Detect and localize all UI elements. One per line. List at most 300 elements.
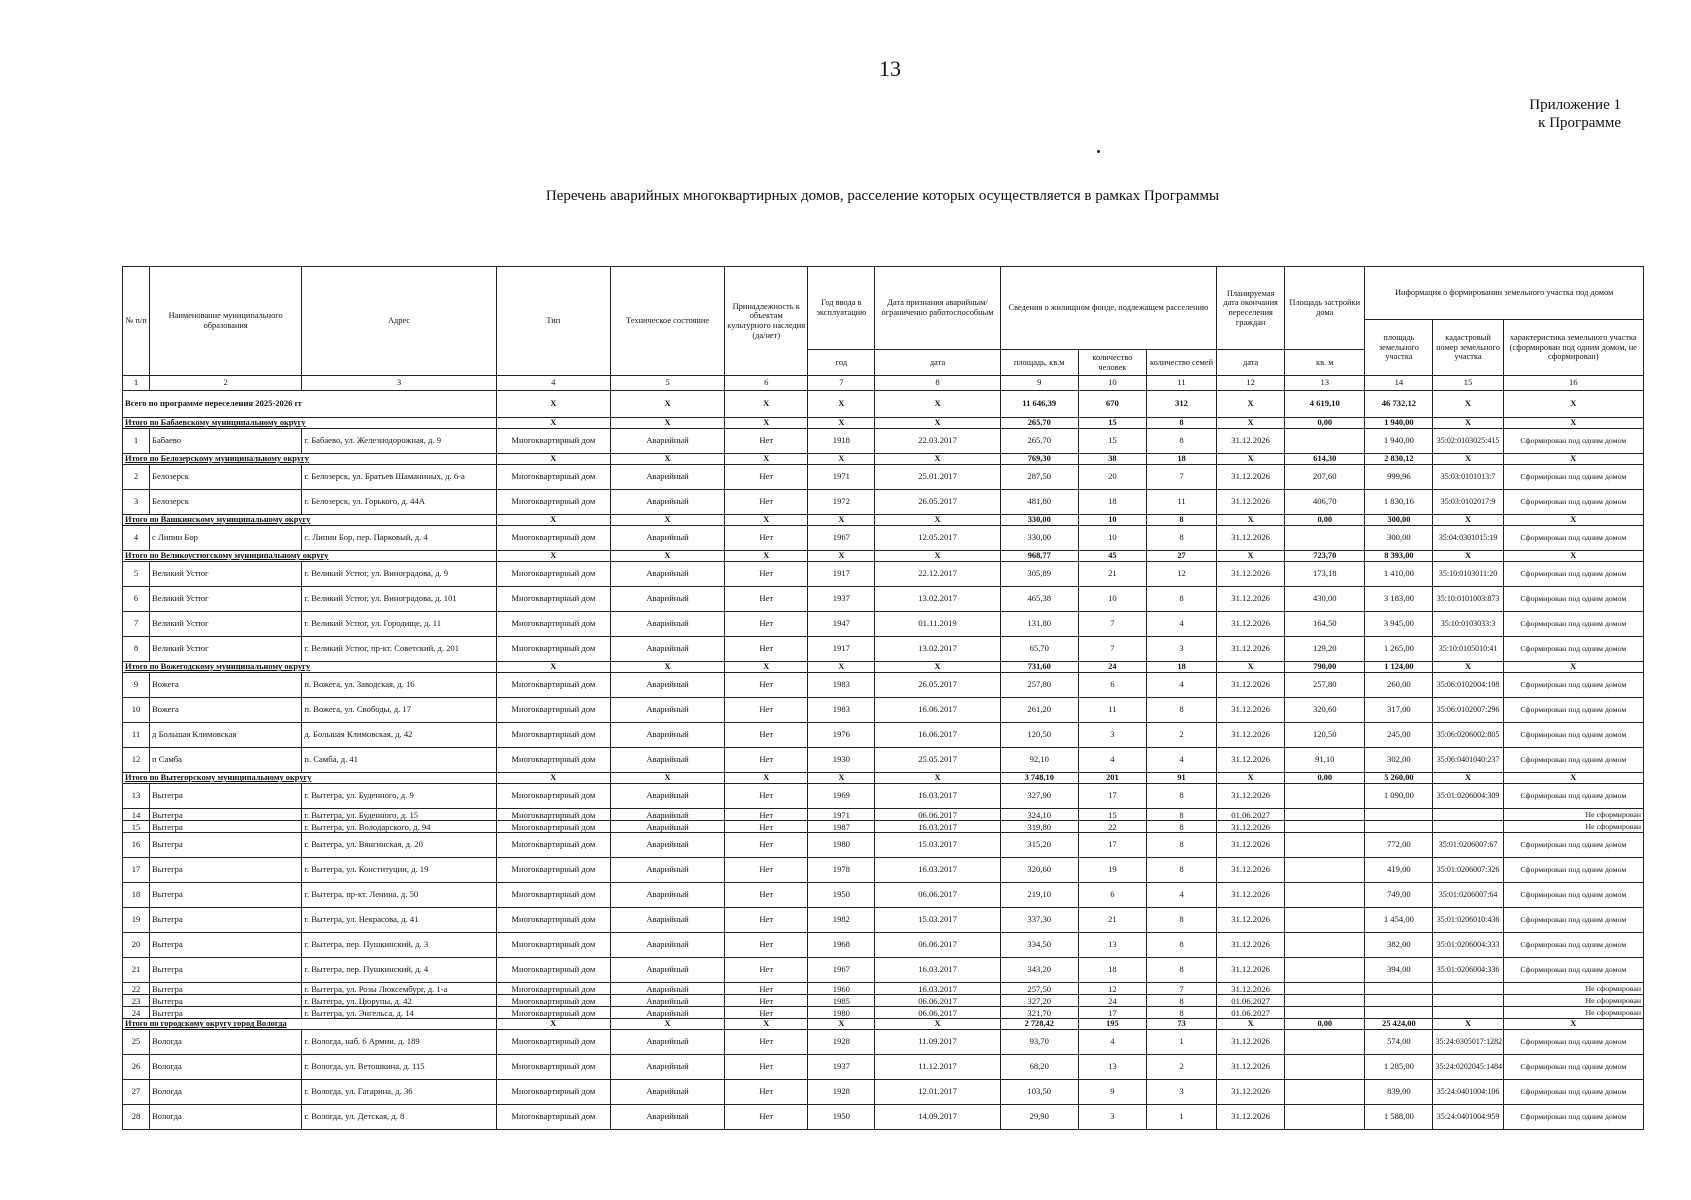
land-area-cell	[1365, 809, 1433, 821]
planned-date-cell: 31.12.2026	[1217, 526, 1285, 551]
municipality-cell: Вытегра	[150, 958, 302, 983]
families-cell: 2	[1146, 723, 1216, 748]
table-row	[123, 1105, 1644, 1130]
subtotal-row	[123, 515, 1644, 526]
column-number-11: 11	[1146, 376, 1216, 391]
total-cell: 15	[1078, 418, 1146, 429]
total-cell: X	[1503, 773, 1643, 784]
condition-cell: Аварийный	[610, 821, 724, 833]
land-characteristic-cell: Сформирован под одним домом	[1503, 858, 1643, 883]
row-number: 14	[123, 809, 150, 821]
families-cell: 2	[1146, 1055, 1216, 1080]
row-number: 6	[123, 587, 150, 612]
type-cell: Многоквартирный дом	[496, 821, 610, 833]
type-cell: Многоквартирный дом	[496, 908, 610, 933]
year-cell: 1930	[808, 748, 875, 773]
year-cell: 1983	[808, 698, 875, 723]
total-cell: X	[725, 418, 808, 429]
total-label: Итого по Вытегорскому муниципальному округу	[123, 773, 497, 784]
address-cell: г. Вологда, ул. Гагарина, д. 36	[302, 1080, 496, 1105]
recognition-date-cell: 16.06.2017	[875, 723, 1000, 748]
total-cell: X	[875, 551, 1000, 562]
table-row	[123, 821, 1644, 833]
area-cell: 131,80	[1000, 612, 1078, 637]
area-cell: 315,20	[1000, 833, 1078, 858]
municipality-cell: Вытегра	[150, 821, 302, 833]
planned-date-cell: 31.12.2026	[1217, 1030, 1285, 1055]
planned-date-cell: 31.12.2026	[1217, 562, 1285, 587]
planned-date-cell: 31.12.2026	[1217, 958, 1285, 983]
total-cell: X	[1217, 515, 1285, 526]
total-cell: 25 424,00	[1365, 1019, 1433, 1030]
address-cell: г. Вытегра, пер. Пушкинский, д. 4	[302, 958, 496, 983]
column-number-8: 8	[875, 376, 1000, 391]
land-characteristic-cell: Сформирован под одним домом	[1503, 429, 1643, 454]
table-row	[123, 833, 1644, 858]
type-cell: Многоквартирный дом	[496, 995, 610, 1007]
address-cell: д. Большая Климовская, д. 42	[302, 723, 496, 748]
total-cell: 27	[1146, 551, 1216, 562]
area-cell: 481,80	[1000, 490, 1078, 515]
condition-cell: Аварийный	[610, 983, 724, 995]
families-cell: 4	[1146, 673, 1216, 698]
column-number-13: 13	[1285, 376, 1365, 391]
condition-cell: Аварийный	[610, 429, 724, 454]
families-cell: 4	[1146, 883, 1216, 908]
address-cell: г. Вытегра, ул. Буденного, д. 9	[302, 784, 496, 809]
heritage-cell: Нет	[725, 833, 808, 858]
people-cell: 24	[1078, 995, 1146, 1007]
type-cell: Многоквартирный дом	[496, 784, 610, 809]
column-number-14: 14	[1365, 376, 1433, 391]
total-cell: X	[725, 773, 808, 784]
condition-cell: Аварийный	[610, 673, 724, 698]
condition-cell: Аварийный	[610, 883, 724, 908]
total-cell: 1 940,00	[1365, 418, 1433, 429]
municipality-cell: Вытегра	[150, 784, 302, 809]
year-cell: 1980	[808, 1007, 875, 1019]
header-type: Тип	[496, 267, 610, 376]
heritage-cell: Нет	[725, 809, 808, 821]
header-heritage: Принадлежность к объектам культурного наследия (да/нет)	[725, 267, 808, 376]
total-cell: 201	[1078, 773, 1146, 784]
unit-people: количество человек	[1078, 350, 1146, 376]
land-area-cell: 3 183,00	[1365, 587, 1433, 612]
land-area-cell: 394,00	[1365, 958, 1433, 983]
building-area-cell	[1285, 784, 1365, 809]
total-cell: 8 393,00	[1365, 551, 1433, 562]
column-number-row	[123, 376, 1644, 391]
total-cell: X	[808, 391, 875, 418]
heritage-cell: Нет	[725, 429, 808, 454]
table-row	[123, 465, 1644, 490]
cadastral-cell: 35:01:0206007:67	[1433, 833, 1503, 858]
area-cell: 120,50	[1000, 723, 1078, 748]
building-area-cell	[1285, 995, 1365, 1007]
land-characteristic-cell: Сформирован под одним домом	[1503, 465, 1643, 490]
families-cell: 7	[1146, 983, 1216, 995]
municipality-cell: Вологда	[150, 1105, 302, 1130]
recognition-date-cell: 06.06.2017	[875, 1007, 1000, 1019]
total-cell: 8	[1146, 418, 1216, 429]
municipality-cell: с Липин Бор	[150, 526, 302, 551]
total-cell: 18	[1146, 454, 1216, 465]
header-land-info: Информация о формировании земельного участка под домом	[1365, 267, 1644, 320]
condition-cell: Аварийный	[610, 1055, 724, 1080]
people-cell: 13	[1078, 933, 1146, 958]
planned-date-cell: 31.12.2026	[1217, 723, 1285, 748]
total-cell: 195	[1078, 1019, 1146, 1030]
cadastral-cell: 35:10:0103033:3	[1433, 612, 1503, 637]
building-area-cell: 173,18	[1285, 562, 1365, 587]
land-area-cell: 574,00	[1365, 1030, 1433, 1055]
heritage-cell: Нет	[725, 465, 808, 490]
address-cell: п. Вожега, ул. Свободы, д. 17	[302, 698, 496, 723]
total-cell: X	[1503, 454, 1643, 465]
cadastral-cell: 35:06:0206002:805	[1433, 723, 1503, 748]
people-cell: 10	[1078, 587, 1146, 612]
heritage-cell: Нет	[725, 748, 808, 773]
total-cell: 24	[1078, 662, 1146, 673]
total-cell: 265,70	[1000, 418, 1078, 429]
people-cell: 6	[1078, 673, 1146, 698]
building-area-cell: 120,50	[1285, 723, 1365, 748]
area-cell: 65,70	[1000, 637, 1078, 662]
land-characteristic-cell: Сформирован под одним домом	[1503, 637, 1643, 662]
row-number: 27	[123, 1080, 150, 1105]
table-row	[123, 637, 1644, 662]
condition-cell: Аварийный	[610, 587, 724, 612]
total-cell: X	[1433, 418, 1503, 429]
header-land-area: площадь земельного участка	[1365, 320, 1433, 376]
heritage-cell: Нет	[725, 587, 808, 612]
total-cell: 45	[1078, 551, 1146, 562]
column-number-16: 16	[1503, 376, 1643, 391]
row-number: 21	[123, 958, 150, 983]
building-area-cell	[1285, 1080, 1365, 1105]
people-cell: 17	[1078, 784, 1146, 809]
condition-cell: Аварийный	[610, 933, 724, 958]
total-cell: X	[610, 1019, 724, 1030]
recognition-date-cell: 06.06.2017	[875, 995, 1000, 1007]
year-cell: 1982	[808, 908, 875, 933]
families-cell: 8	[1146, 821, 1216, 833]
table-row	[123, 933, 1644, 958]
municipality-cell: Вытегра	[150, 858, 302, 883]
header-land-characteristic: характеристика земельного участка (сформирован под одним домом, не сформирован)	[1503, 320, 1643, 376]
header-condition: Техническое состояние	[610, 267, 724, 376]
families-cell: 3	[1146, 1080, 1216, 1105]
address-cell: г. Вытегра, ул. Володарского, д. 94	[302, 821, 496, 833]
area-cell: 68,20	[1000, 1055, 1078, 1080]
heritage-cell: Нет	[725, 490, 808, 515]
year-cell: 1918	[808, 429, 875, 454]
row-number: 13	[123, 784, 150, 809]
appendix-label	[1529, 96, 1621, 132]
total-cell: 723,70	[1285, 551, 1365, 562]
building-area-cell	[1285, 908, 1365, 933]
area-cell: 305,89	[1000, 562, 1078, 587]
table-row	[123, 490, 1644, 515]
people-cell: 20	[1078, 465, 1146, 490]
land-characteristic-cell: Сформирован под одним домом	[1503, 587, 1643, 612]
total-cell: X	[1433, 551, 1503, 562]
total-cell: 769,30	[1000, 454, 1078, 465]
condition-cell: Аварийный	[610, 958, 724, 983]
type-cell: Многоквартирный дом	[496, 698, 610, 723]
type-cell: Многоквартирный дом	[496, 883, 610, 908]
land-characteristic-cell: Сформирован под одним домом	[1503, 526, 1643, 551]
planned-date-cell: 31.12.2026	[1217, 858, 1285, 883]
land-characteristic-cell: Сформирован под одним домом	[1503, 698, 1643, 723]
building-area-cell	[1285, 1105, 1365, 1130]
building-area-cell	[1285, 883, 1365, 908]
year-cell: 1960	[808, 983, 875, 995]
planned-date-cell: 31.12.2026	[1217, 698, 1285, 723]
cadastral-cell	[1433, 1007, 1503, 1019]
stray-dot	[1097, 150, 1100, 153]
people-cell: 6	[1078, 883, 1146, 908]
heritage-cell: Нет	[725, 1080, 808, 1105]
row-number: 28	[123, 1105, 150, 1130]
families-cell: 11	[1146, 490, 1216, 515]
land-characteristic-cell: Сформирован под одним домом	[1503, 1080, 1643, 1105]
column-number-10: 10	[1078, 376, 1146, 391]
land-area-cell: 1 940,00	[1365, 429, 1433, 454]
total-cell: X	[875, 454, 1000, 465]
address-cell: г. Вытегра, ул. Конституции, д. 19	[302, 858, 496, 883]
planned-date-cell: 31.12.2026	[1217, 933, 1285, 958]
families-cell: 8	[1146, 995, 1216, 1007]
condition-cell: Аварийный	[610, 698, 724, 723]
heritage-cell: Нет	[725, 1105, 808, 1130]
type-cell: Многоквартирный дом	[496, 562, 610, 587]
header-address: Адрес	[302, 267, 496, 376]
total-cell: 670	[1078, 391, 1146, 418]
cadastral-cell: 35:10:0103011:20	[1433, 562, 1503, 587]
total-cell: X	[875, 515, 1000, 526]
address-cell: г. Вологда, ул. Детская, д. 8	[302, 1105, 496, 1130]
year-cell: 1967	[808, 958, 875, 983]
land-characteristic-cell: Сформирован под одним домом	[1503, 612, 1643, 637]
type-cell: Многоквартирный дом	[496, 612, 610, 637]
cadastral-cell: 35:01:0206004:336	[1433, 958, 1503, 983]
total-cell: 18	[1146, 662, 1216, 673]
recognition-date-cell: 25.05.2017	[875, 748, 1000, 773]
cadastral-cell: 35:04:0301015:19	[1433, 526, 1503, 551]
area-cell: 334,50	[1000, 933, 1078, 958]
land-characteristic-cell: Не сформирован	[1503, 821, 1643, 833]
people-cell: 3	[1078, 723, 1146, 748]
people-cell: 22	[1078, 821, 1146, 833]
land-area-cell: 1 285,00	[1365, 1055, 1433, 1080]
area-cell: 337,30	[1000, 908, 1078, 933]
land-characteristic-cell: Сформирован под одним домом	[1503, 883, 1643, 908]
total-cell: X	[875, 1019, 1000, 1030]
building-area-cell	[1285, 1055, 1365, 1080]
total-cell: 614,30	[1285, 454, 1365, 465]
unit-families: количество семей	[1146, 350, 1216, 376]
cadastral-cell: 35:01:0206004:309	[1433, 784, 1503, 809]
total-cell: 0,00	[1285, 773, 1365, 784]
header-row-1	[123, 267, 1644, 320]
land-characteristic-cell: Сформирован под одним домом	[1503, 673, 1643, 698]
subtotal-row	[123, 662, 1644, 673]
land-area-cell	[1365, 983, 1433, 995]
address-cell: г. Вытегра, ул. Некрасова, д. 41	[302, 908, 496, 933]
total-cell: X	[610, 454, 724, 465]
row-number: 4	[123, 526, 150, 551]
total-cell: X	[1433, 773, 1503, 784]
cadastral-cell: 35:01:0206007:326	[1433, 858, 1503, 883]
planned-date-cell: 31.12.2026	[1217, 821, 1285, 833]
row-number: 22	[123, 983, 150, 995]
heritage-cell: Нет	[725, 698, 808, 723]
total-cell: X	[496, 773, 610, 784]
type-cell: Многоквартирный дом	[496, 1080, 610, 1105]
table-row	[123, 562, 1644, 587]
total-cell: X	[1217, 391, 1285, 418]
year-cell: 1950	[808, 1105, 875, 1130]
municipality-cell: Вытегра	[150, 883, 302, 908]
table-row	[123, 698, 1644, 723]
area-cell: 261,20	[1000, 698, 1078, 723]
people-cell: 11	[1078, 698, 1146, 723]
municipality-cell: Вытегра	[150, 933, 302, 958]
municipality-cell: Вытегра	[150, 995, 302, 1007]
total-cell: X	[725, 391, 808, 418]
municipality-cell: Вожега	[150, 698, 302, 723]
area-cell: 319,80	[1000, 821, 1078, 833]
row-number: 15	[123, 821, 150, 833]
year-cell: 1980	[808, 833, 875, 858]
area-cell: 324,10	[1000, 809, 1078, 821]
planned-date-cell: 01.06.2027	[1217, 809, 1285, 821]
row-number: 17	[123, 858, 150, 883]
total-cell: X	[1503, 391, 1643, 418]
planned-date-cell: 31.12.2026	[1217, 908, 1285, 933]
land-characteristic-cell: Не сформирован	[1503, 809, 1643, 821]
table-row	[123, 526, 1644, 551]
recognition-date-cell: 16.03.2017	[875, 784, 1000, 809]
planned-date-cell: 31.12.2026	[1217, 612, 1285, 637]
cadastral-cell	[1433, 983, 1503, 995]
type-cell: Многоквартирный дом	[496, 1030, 610, 1055]
recognition-date-cell: 15.03.2017	[875, 908, 1000, 933]
area-cell: 287,50	[1000, 465, 1078, 490]
type-cell: Многоквартирный дом	[496, 526, 610, 551]
address-cell: г. Великий Устюг, пр-кт. Советский, д. 201	[302, 637, 496, 662]
families-cell: 8	[1146, 429, 1216, 454]
land-area-cell: 999,96	[1365, 465, 1433, 490]
people-cell: 18	[1078, 490, 1146, 515]
planned-date-cell: 31.12.2026	[1217, 465, 1285, 490]
total-cell: X	[610, 551, 724, 562]
area-cell: 29,90	[1000, 1105, 1078, 1130]
recognition-date-cell: 25.01.2017	[875, 465, 1000, 490]
address-cell: г. Вытегра, пер. Пушкинский, д. 3	[302, 933, 496, 958]
condition-cell: Аварийный	[610, 562, 724, 587]
land-characteristic-cell: Сформирован под одним домом	[1503, 1105, 1643, 1130]
total-cell: X	[875, 773, 1000, 784]
municipality-cell: Великий Устюг	[150, 637, 302, 662]
cadastral-cell: 35:03:0102017:9	[1433, 490, 1503, 515]
families-cell: 12	[1146, 562, 1216, 587]
table-row	[123, 612, 1644, 637]
building-area-cell	[1285, 429, 1365, 454]
condition-cell: Аварийный	[610, 637, 724, 662]
land-area-cell	[1365, 821, 1433, 833]
unit-date: дата	[875, 350, 1000, 376]
land-area-cell: 300,00	[1365, 526, 1433, 551]
families-cell: 8	[1146, 833, 1216, 858]
people-cell: 19	[1078, 858, 1146, 883]
condition-cell: Аварийный	[610, 995, 724, 1007]
address-cell: г. Белозерск, ул. Горького, д. 44А	[302, 490, 496, 515]
condition-cell: Аварийный	[610, 748, 724, 773]
cadastral-cell: 35:06:0401040:237	[1433, 748, 1503, 773]
land-area-cell	[1365, 1007, 1433, 1019]
condition-cell: Аварийный	[610, 612, 724, 637]
cadastral-cell: 35:24:0202045:1484	[1433, 1055, 1503, 1080]
year-cell: 1987	[808, 821, 875, 833]
heritage-cell: Нет	[725, 637, 808, 662]
recognition-date-cell: 12.05.2017	[875, 526, 1000, 551]
emergency-houses-table	[122, 266, 1644, 1130]
heritage-cell: Нет	[725, 821, 808, 833]
year-cell: 1985	[808, 995, 875, 1007]
unit-sqm: кв. м	[1285, 350, 1365, 376]
heritage-cell: Нет	[725, 983, 808, 995]
total-cell: X	[496, 391, 610, 418]
families-cell: 7	[1146, 465, 1216, 490]
table-row	[123, 723, 1644, 748]
column-number-4: 4	[496, 376, 610, 391]
total-cell: 968,77	[1000, 551, 1078, 562]
total-cell: X	[1217, 551, 1285, 562]
planned-date-cell: 31.12.2026	[1217, 587, 1285, 612]
row-number: 25	[123, 1030, 150, 1055]
recognition-date-cell: 12.01.2017	[875, 1080, 1000, 1105]
land-characteristic-cell: Сформирован под одним домом	[1503, 958, 1643, 983]
total-cell: 790,00	[1285, 662, 1365, 673]
address-cell: г. Вытегра, ул. Вянгинская, д. 20	[302, 833, 496, 858]
municipality-cell: Великий Устюг	[150, 612, 302, 637]
families-cell: 8	[1146, 587, 1216, 612]
total-cell: X	[1503, 551, 1643, 562]
total-cell: X	[725, 662, 808, 673]
municipality-cell: Вожега	[150, 673, 302, 698]
row-number: 3	[123, 490, 150, 515]
row-number: 24	[123, 1007, 150, 1019]
condition-cell: Аварийный	[610, 1007, 724, 1019]
total-cell: X	[610, 773, 724, 784]
year-cell: 1950	[808, 883, 875, 908]
address-cell: г. Вологда, ул. Ветошкина, д. 115	[302, 1055, 496, 1080]
families-cell: 1	[1146, 1105, 1216, 1130]
heritage-cell: Нет	[725, 883, 808, 908]
year-cell: 1971	[808, 465, 875, 490]
municipality-cell: Великий Устюг	[150, 587, 302, 612]
people-cell: 17	[1078, 1007, 1146, 1019]
planned-date-cell: 01.06.2027	[1217, 1007, 1285, 1019]
building-area-cell	[1285, 858, 1365, 883]
land-area-cell: 419,00	[1365, 858, 1433, 883]
table-body	[123, 267, 1644, 1130]
type-cell: Многоквартирный дом	[496, 833, 610, 858]
type-cell: Многоквартирный дом	[496, 1055, 610, 1080]
total-cell: X	[1433, 391, 1503, 418]
